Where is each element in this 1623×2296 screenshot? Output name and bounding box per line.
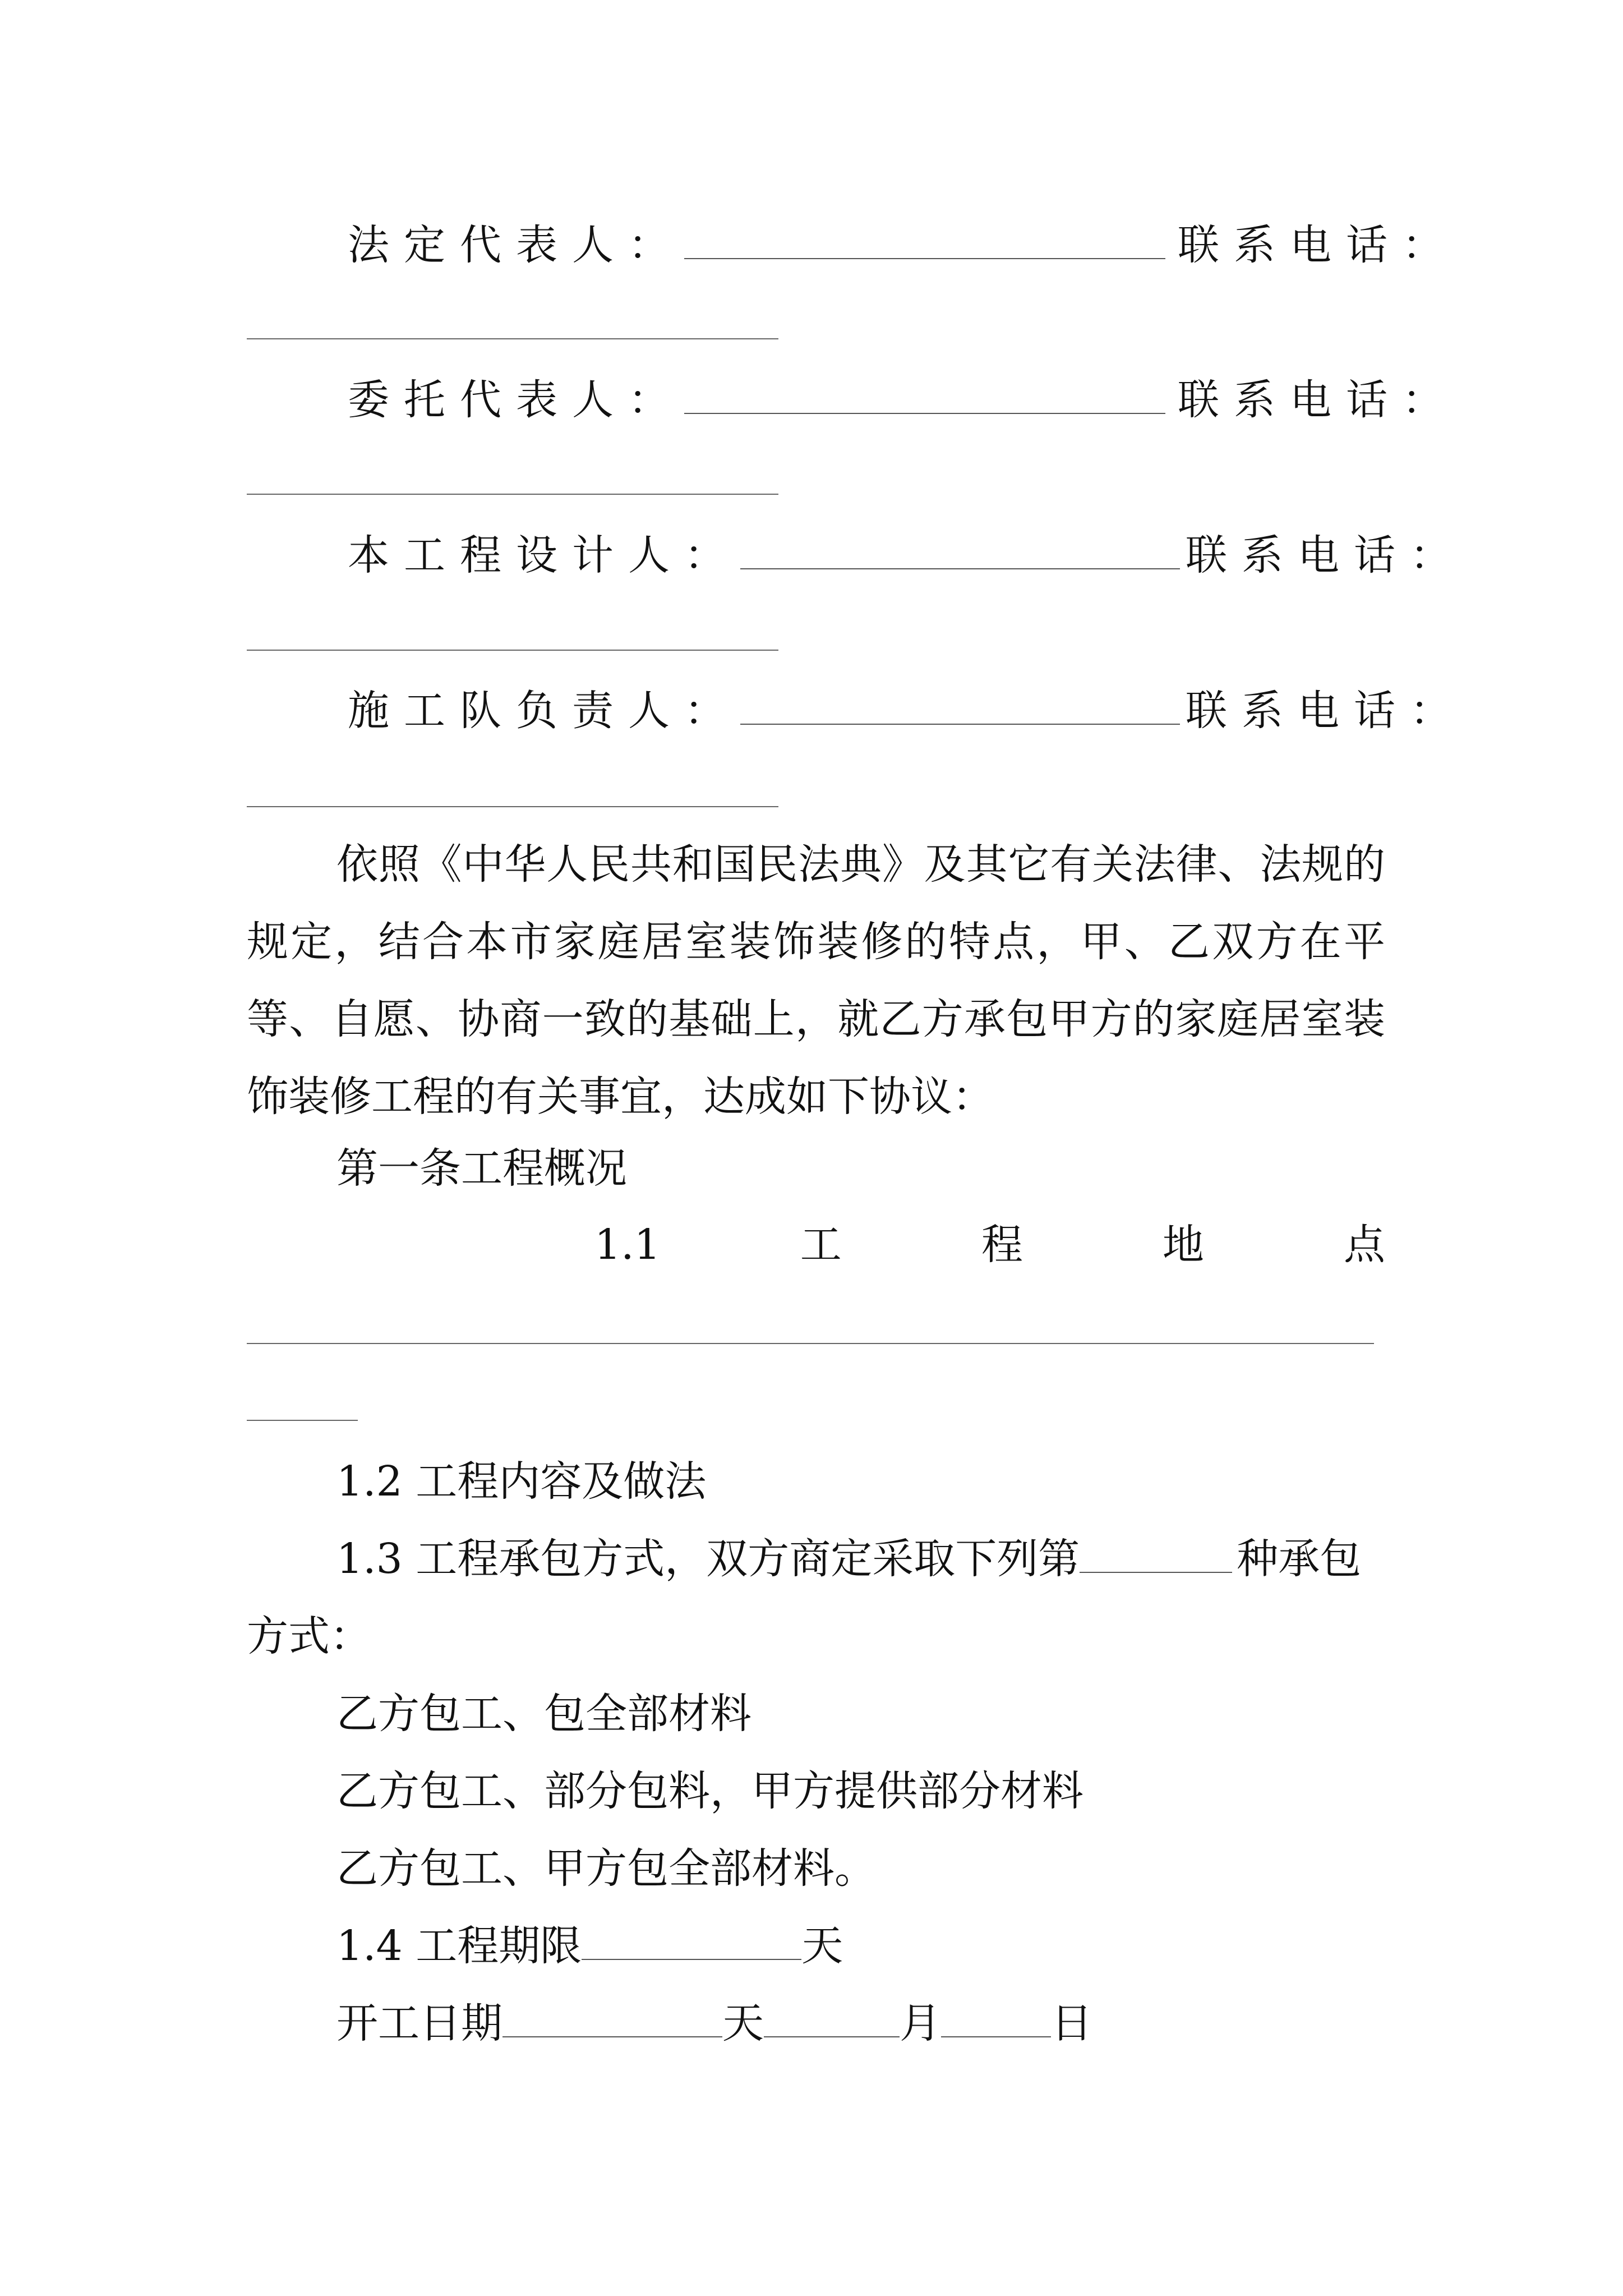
item-1-1-number: 1.1: [594, 1221, 661, 1269]
entrusted-rep-blank[interactable]: [684, 379, 1165, 414]
contract-mode-blank[interactable]: [1080, 1538, 1232, 1573]
legal-rep-label: 法定代表人：: [348, 221, 684, 269]
entrusted-rep-label: 委托代表人：: [348, 376, 684, 424]
item-1-3-row: [336, 1535, 1362, 1583]
start-date-day: 天: [722, 1999, 764, 2047]
designer-phone-blank[interactable]: [247, 650, 778, 651]
crew-leader-phone-label: 联系电话：: [1186, 687, 1466, 735]
item-1-1-char: 程: [981, 1221, 1023, 1269]
contract-option: 乙方包工、部分包料，甲方提供部分材料: [336, 1767, 1083, 1815]
start-date-blank-3[interactable]: [941, 2003, 1051, 2037]
start-date-label: 开工日期: [336, 1999, 502, 2047]
entrusted-rep-row: [348, 376, 1458, 424]
item-1-3-suffix: 种承包: [1237, 1535, 1362, 1583]
contract-option: 乙方包工、包全部材料: [336, 1690, 751, 1738]
start-date-month: 月: [900, 1999, 941, 2047]
contract-option: 乙方包工、甲方包全部材料。: [336, 1844, 876, 1893]
designer-row: [348, 531, 1466, 579]
entrusted-rep-phone-blank[interactable]: [247, 494, 778, 495]
item-1-4-suffix: 天: [801, 1922, 843, 1970]
entrusted-rep-phone-label: 联系电话：: [1178, 376, 1458, 424]
crew-leader-label: 施工队负责人：: [348, 687, 740, 735]
crew-leader-phone-blank[interactable]: [247, 806, 778, 807]
item-1-1-char: 点: [1344, 1221, 1385, 1269]
item-1-1-char: 工: [800, 1221, 842, 1269]
intro-paragraph: 依照《中华人民共和国民法典》及其它有关法律、法规的规定，结合本市家庭居室装饰装修的特点，甲、乙双方在平等、自愿、协商一致的基础上，就乙方承包甲方的家庭居室装饰装修工程的有关事宜，达成如下协议：: [247, 840, 1385, 1121]
designer-blank[interactable]: [740, 535, 1180, 569]
legal-rep-blank[interactable]: [684, 224, 1165, 259]
start-date-blank-1[interactable]: [502, 2003, 722, 2037]
crew-leader-row: [348, 687, 1466, 735]
duration-blank[interactable]: [582, 1925, 801, 1960]
legal-rep-phone-label: 联系电话：: [1178, 221, 1458, 269]
designer-phone-label: 联系电话：: [1186, 531, 1466, 579]
item-1-3-prefix: 1.3 工程承包方式，双方商定采取下列第: [336, 1535, 1080, 1583]
start-date-row: [336, 1999, 1092, 2047]
item-1-4-row: [336, 1922, 843, 1970]
site-address-blank[interactable]: [247, 1343, 1374, 1344]
item-1-1-char: 地: [1162, 1221, 1204, 1269]
item-1-4-prefix: 1.4 工程期限: [336, 1922, 582, 1970]
crew-leader-blank[interactable]: [740, 690, 1180, 725]
legal-rep-phone-blank[interactable]: [247, 338, 778, 339]
item-1-2: 1.2 工程内容及做法: [336, 1457, 707, 1506]
start-date-date: 日: [1051, 1999, 1092, 2047]
item-1-1-row: [594, 1221, 1385, 1269]
article-1-title: 第一条工程概况: [336, 1144, 627, 1193]
designer-label: 本工程设计人：: [348, 531, 740, 579]
item-1-3-continuation: 方式：: [247, 1612, 371, 1660]
start-date-blank-2[interactable]: [764, 2003, 900, 2037]
legal-rep-row: [348, 221, 1458, 269]
site-address-blank-continued[interactable]: [247, 1420, 358, 1421]
